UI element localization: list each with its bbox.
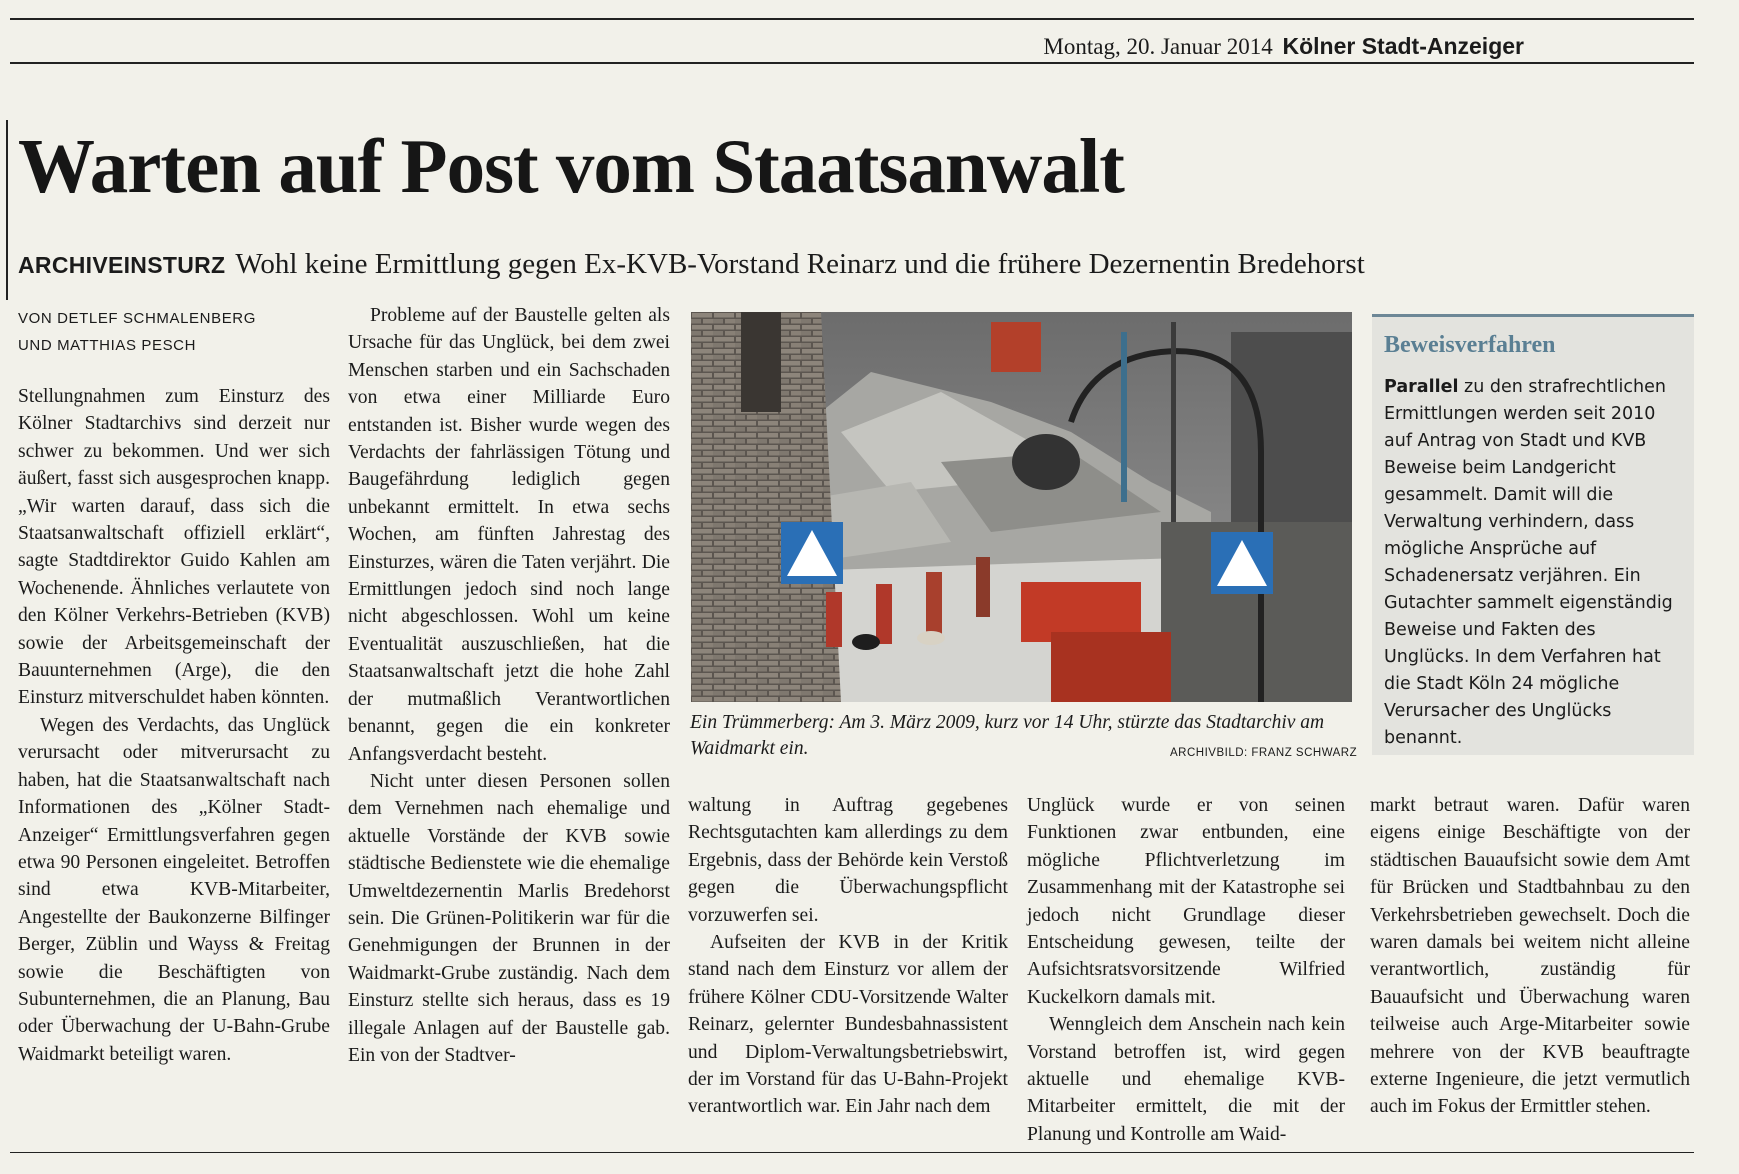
bottom-rule bbox=[10, 1152, 1694, 1153]
kicker-row bbox=[18, 248, 1365, 281]
photo-credit: ARCHIVBILD: FRANZ SCHWARZ bbox=[1170, 747, 1358, 759]
paragraph: Wenngleich dem Anschein nach kein Vorstand betroffen ist, wird gegen aktuelle und ehemalige KVB-Mitarbeiter ermittelt, die mit der Planung und Kontrolle am Waid- bbox=[1027, 1014, 1345, 1145]
byline-line: VON DETLEF SCHMALENBERG bbox=[18, 310, 257, 327]
text-column-5 bbox=[1370, 792, 1690, 1121]
headline: Warten auf Post vom Staatsanwalt bbox=[18, 123, 1124, 209]
header-rule bbox=[10, 62, 1694, 64]
text-column-2 bbox=[348, 302, 670, 1069]
paragraph: Nicht unter diesen Personen sollen dem Vernehmen nach ehemalige und aktuelle Vorstände der KVB sowie städtische Bedienstete wie die ehemalige Umweltdezernentin Marlis Bredehorst sein. Die Grünen-Politikerin war für die Genehmigungen der Brunnen in der Waidmarkt-Grube zuständig. Nach dem Einsturz stellte sich heraus, dass es 19 illegale Anlagen auf der Baustelle gab. Ein von der Stadtver- bbox=[348, 770, 670, 1066]
paragraph: Unglück wurde er von seinen Funktionen zwar entbunden, eine mögliche Pflichtverletzung im Zusammenhang mit der Katastrophe sei jedoch nicht Grundlage dieser Entscheidung gewesen, teilte der Aufsichtsratsvorsitzende Wilfried Kuckelkorn damals mit. bbox=[1027, 795, 1345, 1008]
text-column-1 bbox=[18, 383, 330, 1068]
paragraph: Wegen des Verdachts, das Unglück verursacht oder mitverursacht zu haben, hat die Staatsanwaltschaft nach Informationen des „Kölner Stadt-Anzeiger“ Ermittlungsverfahren gegen etwa 90 Personen eingeleitet. Betroffen sind etwa KVB-Mitarbeiter, Angestellte der Baukonzerne Bilfinger Berger, Züblin und Wayss & Freitag sowie die Beschäftigten von Subunternehmen, die an Planung, Bau oder Überwachung der U-Bahn-Grube Waidmarkt beteiligt waren. bbox=[18, 714, 330, 1065]
byline-line: UND MATTHIAS PESCH bbox=[18, 337, 197, 354]
infobox-body bbox=[1384, 374, 1680, 752]
issue-date: Montag, 20. Januar 2014 bbox=[1043, 34, 1273, 59]
top-rule bbox=[10, 18, 1694, 20]
kicker: ARCHIVEINSTURZ bbox=[18, 252, 226, 278]
infobox-text: zu den strafrechtlichen Ermittlungen werden seit 2010 auf Antrag von Stadt und KVB Beweise beim Landgericht gesammelt. Damit will die Verwaltung verhindern, dass mögliche Ansprüche auf Schadenersatz verjähren. Ein Gutachter sammelt eigenständig Beweise und Fakten des Unglücks. In dem Verfahren hat die Stadt Köln 24 mögliche Verursacher des Unglücks benannt. bbox=[1384, 377, 1673, 748]
left-margin-rule bbox=[6, 120, 8, 300]
subheadline: Wohl keine Ermittlung gegen Ex-KVB-Vorstand Reinarz und die frühere Dezernentin Bredehorst bbox=[235, 248, 1365, 280]
paragraph: waltung in Auftrag gegebenes Rechtsgutachten kam allerdings zu dem Ergebnis, dass der Behörde kein Verstoß gegen die Überwachungspflicht vorzuwerfen sei. bbox=[688, 795, 1008, 926]
infobox-top-rule bbox=[1372, 314, 1694, 317]
paragraph: markt betraut waren. Dafür waren eigens einige Beschäftigte von der städtischen Bauaufsicht sowie dem Amt für Brücken und Stadtbahnbau zu den Verkehrsbetrieben gewechselt. Doch die waren damals bei weitem nicht alleine verantwortlich, zuständig für Bauaufsicht und Überwachung waren teilweise auch Arge-Mitarbeiter sowie mehrere von der KVB beauftragte externe Ingenieure, die jetzt vermutlich auch im Fokus der Ermittler stehen. bbox=[1370, 795, 1690, 1118]
photo-caption: Ein Trümmerberg: Am 3. März 2009, kurz vor 14 Uhr, stürzte das Stadtarchiv am Waidmarkt ein. bbox=[690, 712, 1325, 759]
infobox bbox=[1372, 314, 1694, 755]
infobox-lead: Parallel bbox=[1384, 377, 1459, 397]
text-column-3 bbox=[688, 792, 1008, 1121]
paragraph: Probleme auf der Baustelle gelten als Ursache für das Unglück, bei dem zwei Menschen starben und ein Sachschaden von etwa einer Milliarde Euro entstanden ist. Bisher wurde wegen des Verdachts der fahrlässigen Tötung und Baugefährdung lediglich gegen unbekannt ermittelt. In etwa sechs Wochen, am fünften Jahrestag des Einsturzes, wären die Taten verjährt. Die Ermittlungen jedoch sind noch lange nicht abgeschlossen. Wohl um keine Eventualität auszuschließen, hat die Staatsanwaltschaft jetzt die hohe Zahl der mutmaßlich Verantwortlichen benannt, gegen die ein konkreter Anfangsverdacht besteht. bbox=[348, 305, 670, 765]
collapse-photo bbox=[691, 312, 1352, 702]
dateline bbox=[1043, 33, 1524, 60]
paragraph: Stellungnahmen zum Einsturz des Kölner Stadtarchivs sind derzeit nur schwer zu bekommen. Und wer sich äußert, fasst sich ausgesprochen knapp. „Wir warten darauf, dass sich die Staatsanwaltschaft offiziell erklärt“, sagte Stadtdirektor Guido Kahlen am Wochenende. Ähnliches verlautete von den Kölner Verkehrs-Betrieben (KVB) sowie der Arbeitsgemeinschaft der Bauunternehmen (Arge), die den Einsturz mitverschuldet haben könnten. bbox=[18, 386, 330, 709]
byline bbox=[18, 305, 256, 359]
text-column-4 bbox=[1027, 792, 1345, 1148]
newspaper-name: Kölner Stadt-Anzeiger bbox=[1282, 33, 1524, 59]
paragraph: Aufseiten der KVB in der Kritik stand nach dem Einsturz vor allem der frühere Kölner CDU-Vorsitzende Walter Reinarz, gelernter Bundesbahnassistent und Diplom-Verwaltungsbetriebswirt, der im Vorstand für das U-Bahn-Projekt verantwortlich war. Ein Jahr nach dem bbox=[688, 932, 1008, 1118]
infobox-title: Beweisverfahren bbox=[1384, 332, 1556, 358]
